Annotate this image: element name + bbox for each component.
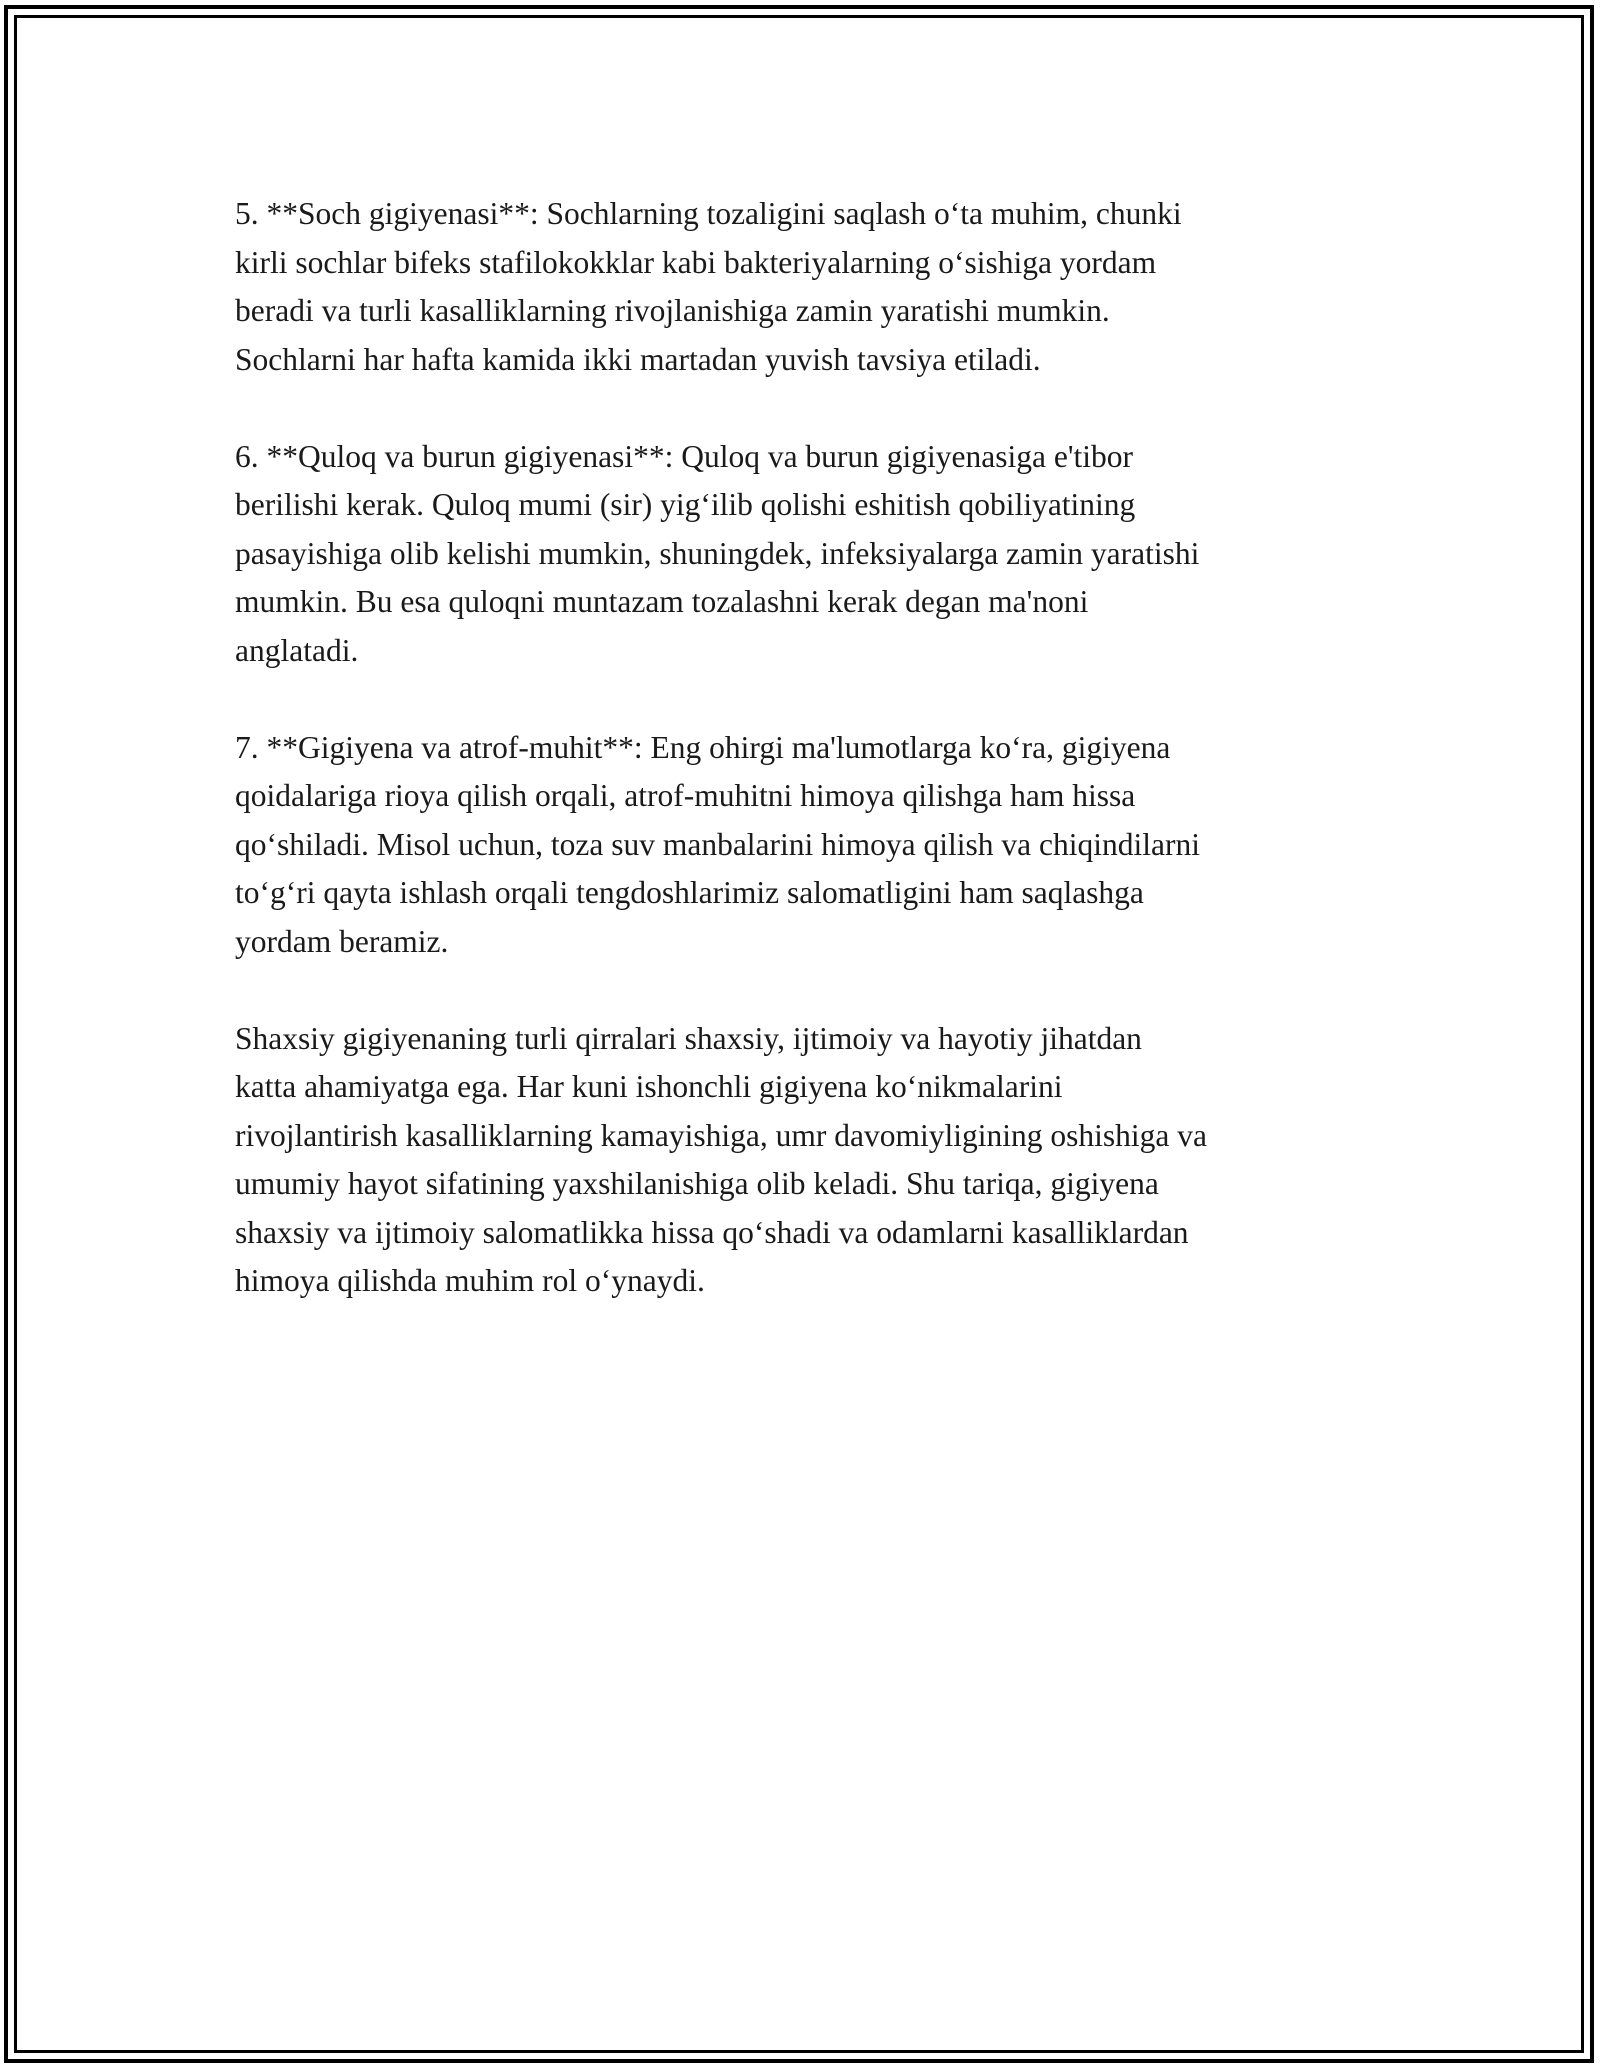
paragraph-hygiene-environment: 7. **Gigiyena va atrof-muhit**: Eng ohirgi ma'lumotlarga ko‘ra, gigiyena qoidalariga rioya qilish orqali, atrof-muhitni himoya qilishga ham hissa qo‘shiladi. Misol uchun, toza suv manbalarini himoya qilish va chiqindilarni to‘g‘ri qayta ishlash orqali tengdoshlarimiz salomatligini ham saqlashga yordam beramiz. <box>235 729 1200 959</box>
paragraph-hair-hygiene: 5. **Soch gigiyenasi**: Sochlarning tozaligini saqlash o‘ta muhim, chunki kirli sochlar bifeks stafilokokklar kabi bakteriyalarning o‘sishiga yordam beradi va turli kasalliklarning rivojlanishiga zamin yaratishi mumkin. Sochlarni har hafta kamida ikki martadan yuvish tavsiya etiladi. <box>235 196 1182 377</box>
paragraph-conclusion: Shaxsiy gigiyenaning turli qirralari shaxsiy, ijtimoiy va hayotiy jihatdan katta ahamiyatga ega. Har kuni ishonchli gigiyena ko‘nikmalarini rivojlantirish kasalliklarning kamayishiga, umr davomiyligining oshishiga va umumiy hayot sifatining yaxshilanishiga olib keladi. Shu tariqa, gigiyena shaxsiy va ijtimoiy salomatlikka hissa qo‘shadi va odamlarni kasalliklardan himoya qilishda muhim rol o‘ynaydi. <box>235 1020 1207 1298</box>
document-body <box>235 190 1380 1354</box>
paragraph-ear-nose-hygiene: 6. **Quloq va burun gigiyenasi**: Quloq va burun gigiyenasiga e'tibor berilishi kerak. Quloq mumi (sir) yig‘ilib qolishi eshitish qobiliyatining pasayishiga olib kelishi mumkin, shuningdek, infeksiyalarga zamin yaratishi mumkin. Bu esa quloqni muntazam tozalashni kerak degan ma'noni anglatadi. <box>235 438 1200 668</box>
